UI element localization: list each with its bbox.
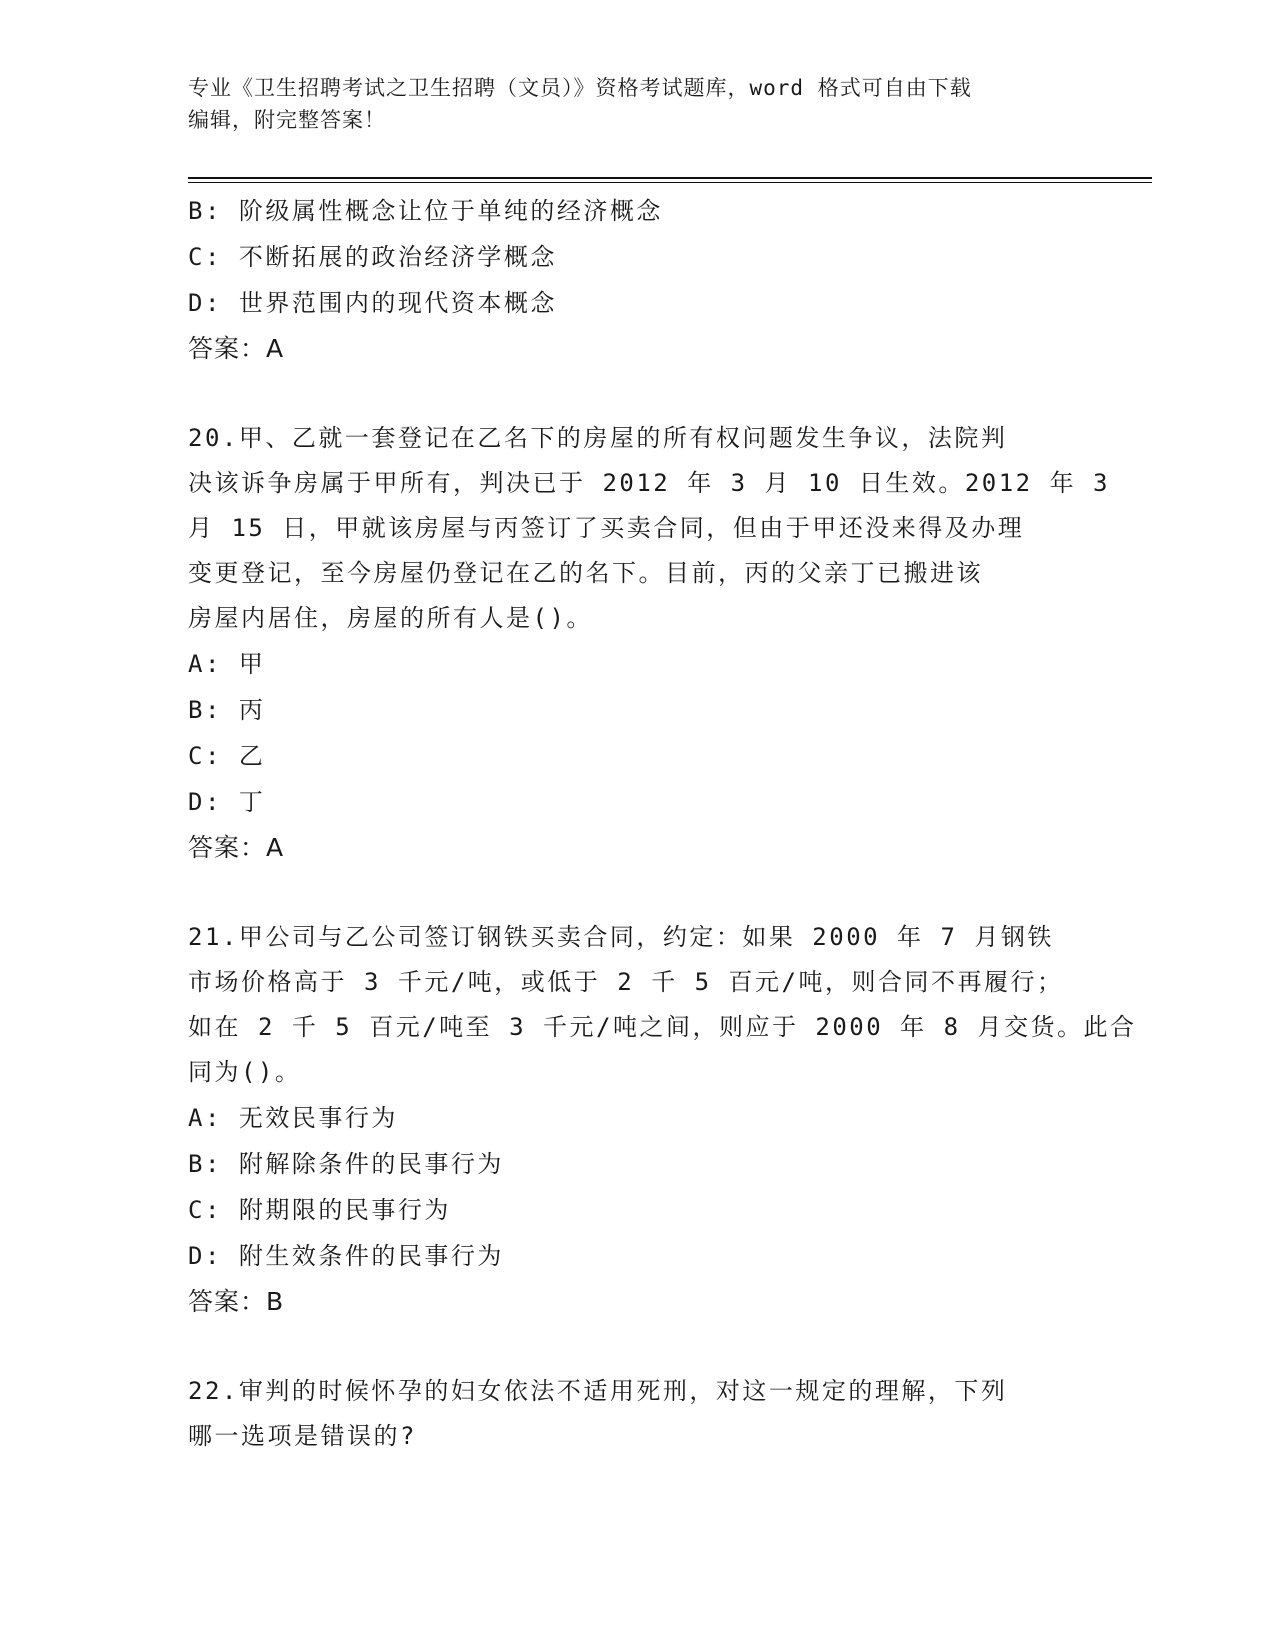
header-line-2: 编辑，附完整答案！ — [188, 108, 386, 132]
option-c: C: 乙 — [188, 742, 266, 770]
answer-label: 答案：B — [188, 1287, 285, 1316]
spacer — [188, 1325, 1088, 1369]
header-line-1: 专业《卫生招聘考试之卫生招聘（文员）》资格考试题库，word 格式可自由下载 — [188, 76, 972, 100]
question-stem-line: 房屋内居住，房屋的所有人是()。 — [188, 604, 593, 632]
header-divider-thin — [188, 182, 1152, 183]
spacer — [188, 372, 1088, 416]
option-b: B: 丙 — [188, 696, 266, 724]
header-divider-thick — [188, 177, 1152, 179]
question-22 — [188, 1369, 1088, 1459]
option-b: B: 附解除条件的民事行为 — [188, 1150, 504, 1178]
document-header — [188, 72, 1068, 136]
question-stem-line: 21.甲公司与乙公司签订钢铁买卖合同，约定：如果 2000 年 7 月钢铁 — [188, 923, 1054, 951]
option-a: A: 无效民事行为 — [188, 1104, 398, 1132]
option-b: B: 阶级属性概念让位于单纯的经济概念 — [188, 197, 663, 225]
answer-label: 答案：A — [188, 833, 285, 862]
option-c: C: 不断拓展的政治经济学概念 — [188, 243, 557, 271]
question-stem-line: 同为()。 — [188, 1058, 302, 1086]
question-stem-line: 月 15 日，甲就该房屋与丙签订了买卖合同，但由于甲还没来得及办理 — [188, 514, 1025, 542]
question-stem-line: 市场价格高于 3 千元/吨，或低于 2 千 5 百元/吨，则合同不再履行； — [188, 968, 1064, 996]
question-stem-line: 22.审判的时候怀孕的妇女依法不适用死刑，对这一规定的理解，下列 — [188, 1377, 1008, 1405]
question-list — [188, 188, 1137, 1459]
question-21 — [188, 915, 1137, 1325]
question-20 — [188, 416, 1110, 871]
option-a: A: 甲 — [188, 650, 266, 678]
question-stem-line: 变更登记，至今房屋仍登记在乙的名下。目前，丙的父亲丁已搬进该 — [188, 559, 983, 587]
answer-label: 答案：A — [188, 334, 285, 363]
spacer — [188, 871, 1088, 915]
option-d: D: 丁 — [188, 788, 266, 816]
question-stem-line: 决该诉争房属于甲所有，判决已于 2012 年 3 月 10 日生效。2012 年 3 — [188, 469, 1110, 497]
question-stem-line: 哪一选项是错误的? — [188, 1422, 417, 1450]
option-d: D: 附生效条件的民事行为 — [188, 1242, 504, 1270]
question-stem-line: 20.甲、乙就一套登记在乙名下的房屋的所有权问题发生争议，法院判 — [188, 424, 1008, 452]
question-19-tail — [188, 188, 1088, 372]
option-c: C: 附期限的民事行为 — [188, 1196, 451, 1224]
option-d: D: 世界范围内的现代资本概念 — [188, 289, 557, 317]
question-stem-line: 如在 2 千 5 百元/吨至 3 千元/吨之间，则应于 2000 年 8 月交货。此合 — [188, 1013, 1137, 1041]
